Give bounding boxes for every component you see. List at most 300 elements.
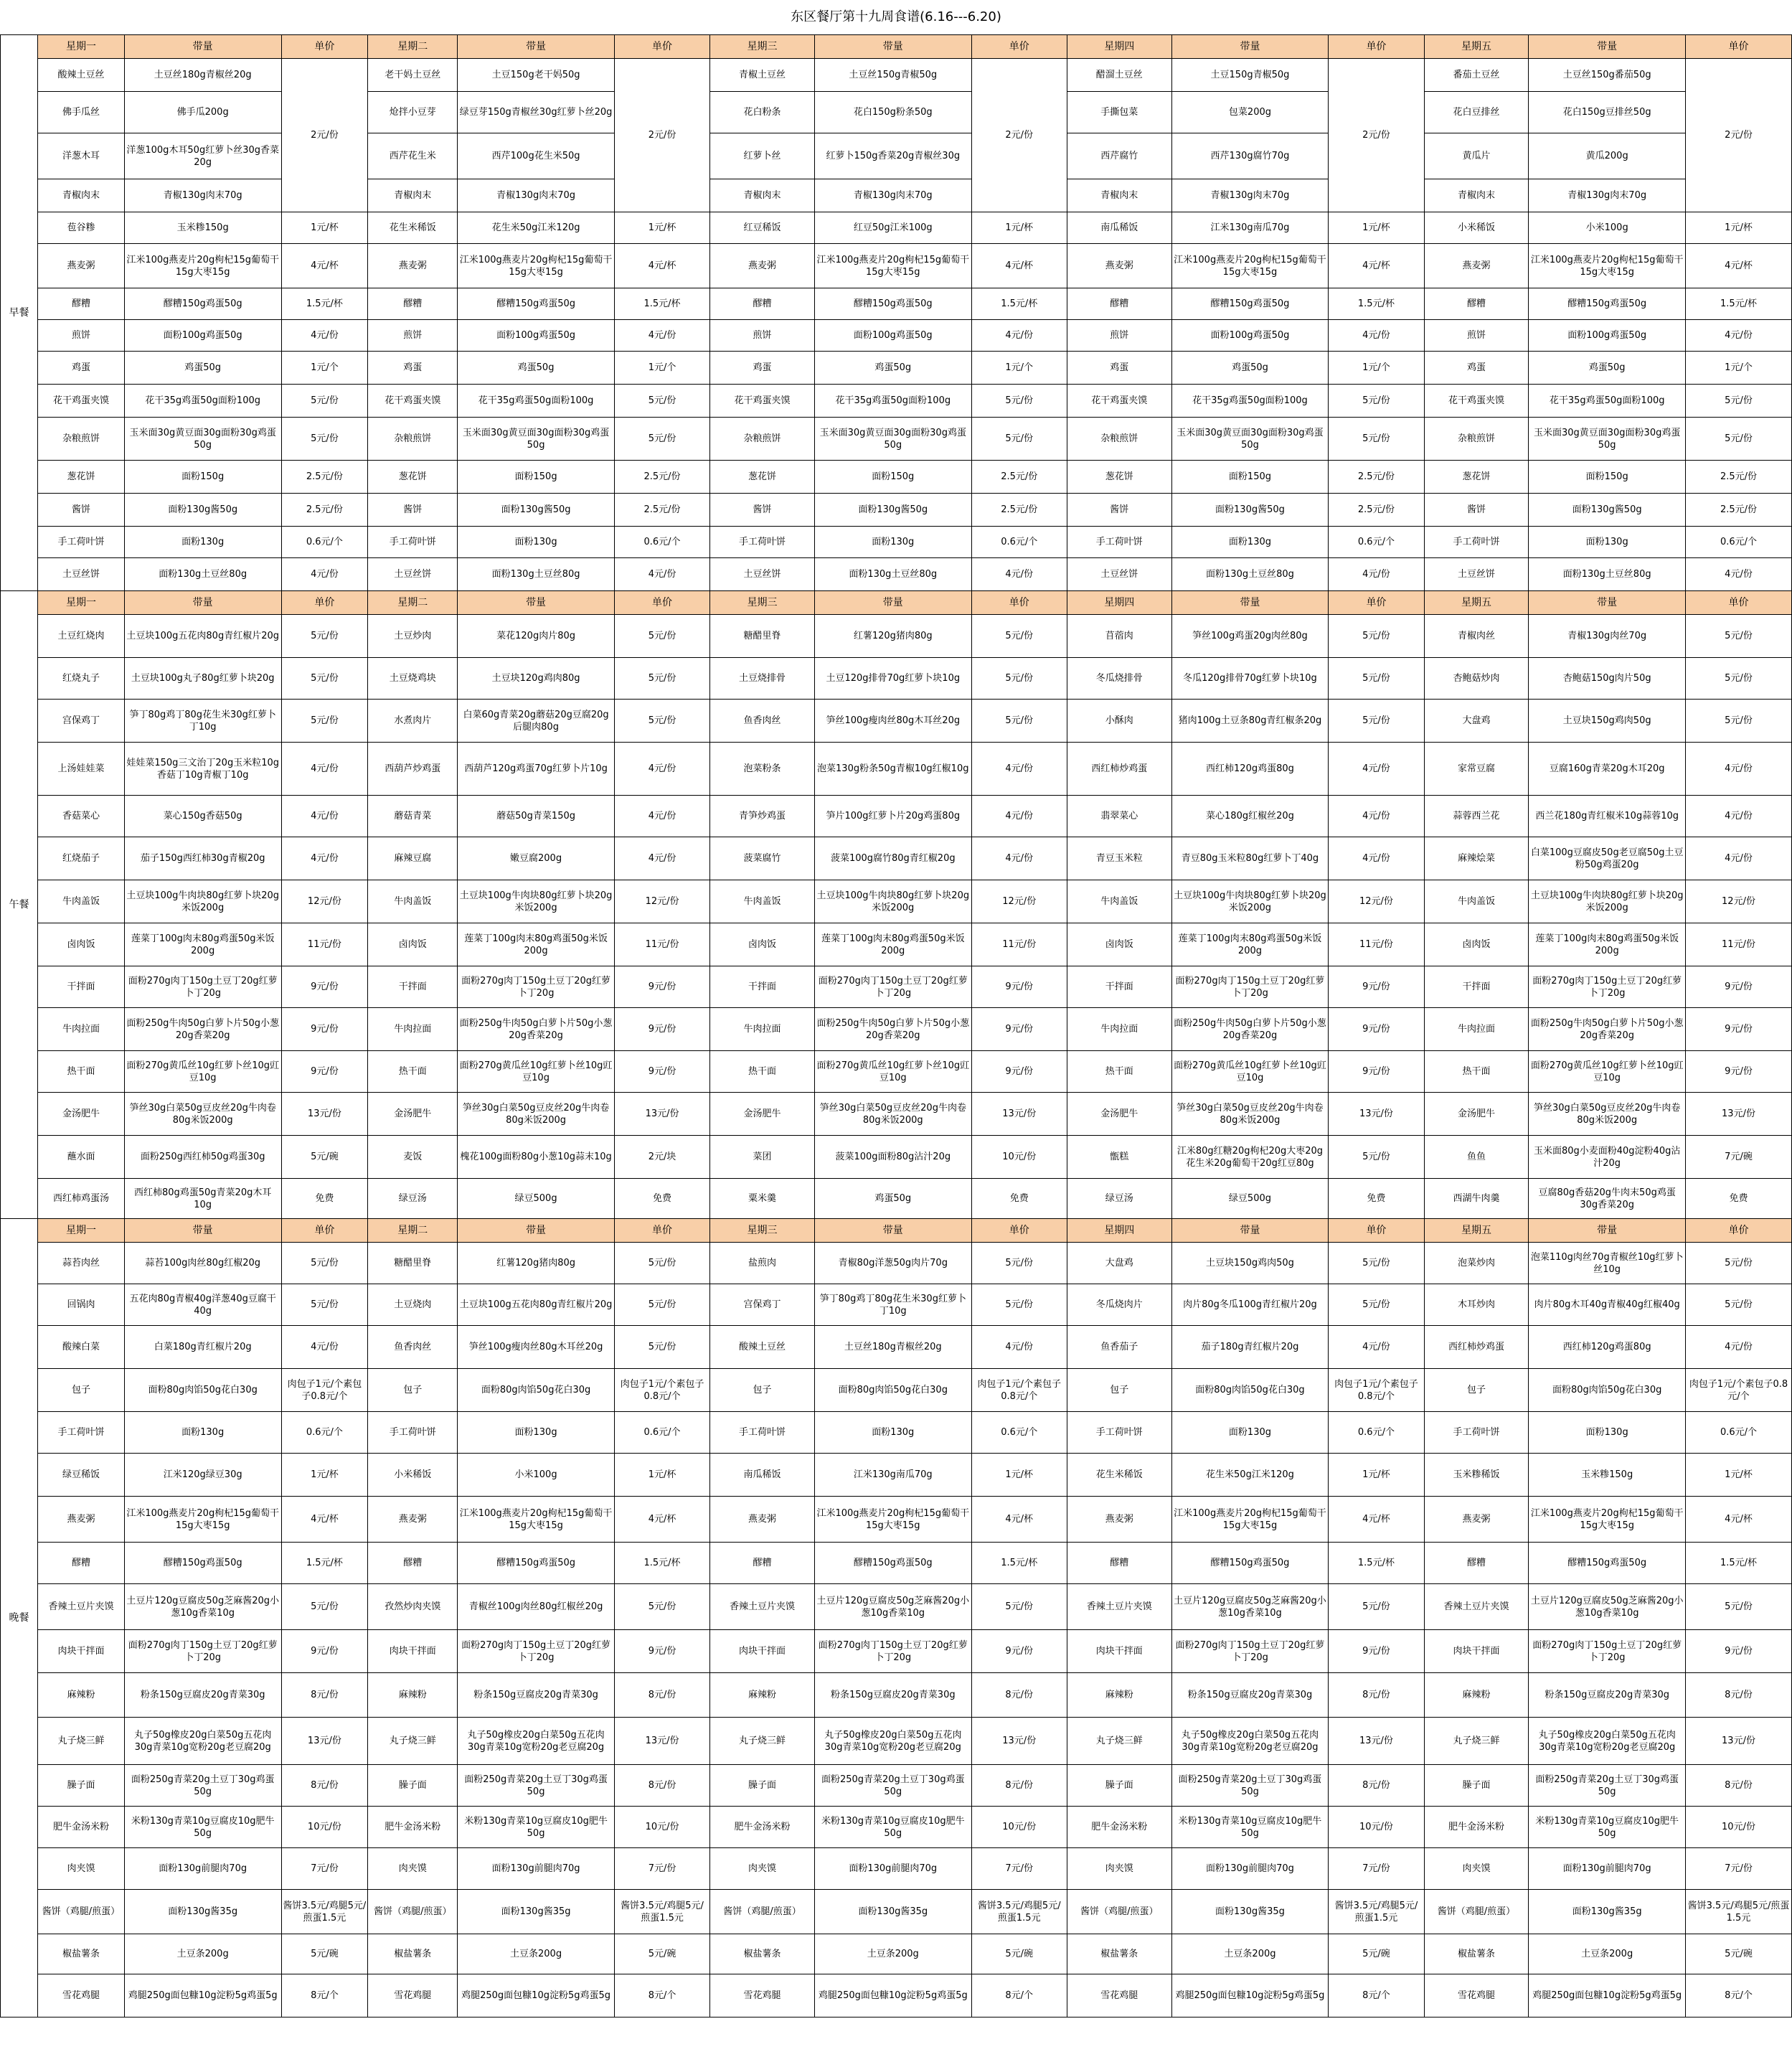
dish-amount: 包菜200g: [1171, 92, 1329, 133]
amount-header: 带量: [124, 35, 281, 59]
dish-amount: 土豆块100g牛肉块80g红萝卜块20g米饭200g: [1529, 880, 1686, 923]
dish-amount: 花干35g鸡蛋50g面粉100g: [124, 385, 281, 418]
dish-amount: 面粉130g: [458, 1412, 615, 1454]
dish-name: 手工荷叶饼: [38, 527, 125, 558]
dish-name: 醪糟: [1067, 288, 1171, 320]
dish-name: 牛肉盖饭: [38, 880, 125, 923]
dish-amount: 花干35g鸡蛋50g面粉100g: [1171, 385, 1329, 418]
dish-price: 0.6元/个: [614, 1412, 709, 1454]
dish-price: 10元/份: [614, 1807, 709, 1848]
dish-price: 酱饼3.5元/鸡腿5元/煎蛋1.5元: [1329, 1890, 1424, 1934]
dish-price: 10元/份: [1329, 1807, 1424, 1848]
dish-price: 1元/杯: [614, 212, 709, 244]
dish-amount: 茄子180g青红椒片20g: [1171, 1326, 1329, 1369]
dish-amount: 面粉270g黄瓜丝10g红萝卜丝10g豇豆10g: [124, 1051, 281, 1093]
dish-name: 绿豆汤: [368, 1179, 458, 1219]
dish-amount: 面粉80g肉馅50g花白30g: [1171, 1369, 1329, 1412]
amount-header: 带量: [1171, 1219, 1329, 1243]
dish-name: 鱼香茄子: [1067, 1326, 1171, 1369]
dish-name: 花干鸡蛋夹馍: [1067, 385, 1171, 418]
dish-amount: 醪糟150g鸡蛋50g: [458, 1543, 615, 1584]
dish-name: 肉夹馍: [1424, 1848, 1529, 1890]
dish-name: 手工荷叶饼: [710, 527, 815, 558]
table-row: [1, 352, 1792, 385]
dish-price: 免费: [1329, 1179, 1424, 1219]
dish-price: 5元/份: [1686, 1284, 1792, 1326]
dish-amount: 鸡腿250g面包糠10g淀粉5g鸡蛋5g: [124, 1974, 281, 2017]
dish-name: 干拌面: [1067, 966, 1171, 1008]
day-header: 星期二: [368, 1219, 458, 1243]
dish-name: 上汤娃娃菜: [38, 743, 125, 796]
day-header: 星期四: [1067, 1219, 1171, 1243]
dish-price: 4元/份: [1329, 796, 1424, 837]
dish-amount: 青椒130g肉丝70g: [1529, 615, 1686, 658]
table-row: [1, 1584, 1792, 1630]
table-row: [1, 1093, 1792, 1136]
dish-amount: 莲菜丁100g肉末80g鸡蛋50g米饭200g: [458, 923, 615, 966]
dish-price: 2元/份: [971, 59, 1067, 212]
dish-amount: 面粉270g肉丁150g土豆丁20g红萝卜丁20g: [124, 966, 281, 1008]
table-row: [1, 59, 1792, 92]
dish-amount: 槐花100g面粉80g小葱10g蒜末10g: [458, 1136, 615, 1179]
table-row: [1, 1051, 1792, 1093]
dish-amount: 面粉80g肉馅50g花白30g: [124, 1369, 281, 1412]
dish-amount: 土豆片120g豆腐皮50g芝麻酱20g小葱10g香菜10g: [124, 1584, 281, 1630]
dish-name: 干拌面: [368, 966, 458, 1008]
dish-amount: 面粉100g鸡蛋50g: [458, 320, 615, 352]
dish-name: 手工荷叶饼: [1424, 527, 1529, 558]
dish-amount: 西芹130g腐竹70g: [1171, 133, 1329, 179]
dish-name: 酱饼（鸡腿/煎蛋）: [368, 1890, 458, 1934]
dish-name: 水煮肉片: [368, 700, 458, 743]
dish-name: 干拌面: [38, 966, 125, 1008]
dish-price: 5元/份: [281, 418, 368, 461]
dish-name: 醪糟: [710, 1543, 815, 1584]
dish-price: 2.5元/份: [1686, 494, 1792, 527]
dish-amount: 花干35g鸡蛋50g面粉100g: [1529, 385, 1686, 418]
dish-amount: 粉条150g豆腐皮20g青菜30g: [124, 1673, 281, 1718]
dish-amount: 面粉130g土豆丝80g: [124, 558, 281, 591]
dish-amount: 醪糟150g鸡蛋50g: [124, 288, 281, 320]
dish-price: 4元/份: [281, 558, 368, 591]
dish-name: 香辣土豆片夹馍: [38, 1584, 125, 1630]
dish-amount: 菜花120g肉片80g: [458, 615, 615, 658]
table-row: [1, 558, 1792, 591]
table-row: [1, 743, 1792, 796]
dish-amount: 江米100g燕麦片20g枸杞15g葡萄干15g大枣15g: [814, 1497, 971, 1543]
dish-name: 肉块干拌面: [1424, 1630, 1529, 1673]
day-header: 星期一: [38, 1219, 125, 1243]
day-header: 星期三: [710, 1219, 815, 1243]
dish-amount: 米粉130g青菜10g豆腐皮10g肥牛50g: [1171, 1807, 1329, 1848]
dish-name: 卤肉饭: [1424, 923, 1529, 966]
dish-name: 燕麦粥: [1067, 1497, 1171, 1543]
dish-amount: 面粉130g酱35g: [1529, 1890, 1686, 1934]
dish-amount: 面粉80g肉馅50g花白30g: [814, 1369, 971, 1412]
dish-amount: 面粉150g: [814, 461, 971, 494]
dish-name: 糖醋里脊: [368, 1243, 458, 1284]
dish-price: 5元/份: [1329, 1243, 1424, 1284]
dish-price: 5元/碗: [281, 1136, 368, 1179]
dish-amount: 面粉250g西红柿50g鸡蛋30g: [124, 1136, 281, 1179]
dish-amount: 玉米糁150g: [1529, 1454, 1686, 1497]
dish-name: 牛肉盖饭: [368, 880, 458, 923]
dish-price: 9元/份: [614, 1630, 709, 1673]
dish-amount: 蒜苔100g肉丝80g红椒20g: [124, 1243, 281, 1284]
dish-amount: 醪糟150g鸡蛋50g: [1529, 1543, 1686, 1584]
dish-price: 0.6元/个: [281, 1412, 368, 1454]
dish-name: 醪糟: [1067, 1543, 1171, 1584]
dish-amount: 红薯120g猪肉80g: [814, 615, 971, 658]
dish-amount: 面粉130g酱50g: [1171, 494, 1329, 527]
dish-price: 12元/份: [614, 880, 709, 923]
table-row: [1, 1497, 1792, 1543]
dish-price: 2.5元/份: [971, 461, 1067, 494]
dish-amount: 泡菜110g肉丝70g青椒丝10g红萝卜丝10g: [1529, 1243, 1686, 1284]
dish-name: 土豆丝饼: [710, 558, 815, 591]
dish-amount: 面粉130g: [814, 1412, 971, 1454]
dish-amount: 杏鲍菇150g肉片50g: [1529, 658, 1686, 700]
amount-header: 带量: [814, 35, 971, 59]
dish-name: 西葫芦炒鸡蛋: [368, 743, 458, 796]
table-row: [1, 1136, 1792, 1179]
dish-price: 免费: [1686, 1179, 1792, 1219]
dish-amount: 面粉100g鸡蛋50g: [814, 320, 971, 352]
table-row: [1, 1630, 1792, 1673]
day-header: 星期一: [38, 591, 125, 615]
dish-amount: 面粉250g青菜20g土豆丁30g鸡蛋50g: [814, 1765, 971, 1807]
dish-name: 酱饼（鸡腿/煎蛋）: [1424, 1890, 1529, 1934]
dish-amount: 面粉130g: [1171, 1412, 1329, 1454]
dish-name: 酱饼（鸡腿/煎蛋）: [38, 1890, 125, 1934]
dish-name: 杂粮煎饼: [38, 418, 125, 461]
dish-price: 9元/份: [1686, 1008, 1792, 1051]
dish-amount: 面粉250g牛肉50g白萝卜片50g小葱20g香菜20g: [458, 1008, 615, 1051]
dish-price: 5元/份: [1329, 418, 1424, 461]
dish-amount: 丸子50g橡皮20g白菜50g五花肉30g青菜10g宽粉20g老豆腐20g: [124, 1718, 281, 1765]
dish-price: 9元/份: [1329, 1051, 1424, 1093]
day-header: 星期五: [1424, 591, 1529, 615]
table-row: [1, 133, 1792, 179]
dish-price: 13元/份: [281, 1718, 368, 1765]
dish-price: 0.6元/个: [1686, 527, 1792, 558]
dish-price: 10元/份: [971, 1807, 1067, 1848]
dish-price: 5元/份: [1329, 615, 1424, 658]
table-row: [1, 1765, 1792, 1807]
dish-price: 8元/个: [971, 1974, 1067, 2017]
dish-amount: 丸子50g橡皮20g白菜50g五花肉30g青菜10g宽粉20g老豆腐20g: [1529, 1718, 1686, 1765]
dish-name: 肉块干拌面: [368, 1630, 458, 1673]
dish-amount: 红豆50g江米100g: [814, 212, 971, 244]
dish-amount: 土豆片120g豆腐皮50g芝麻酱20g小葱10g香菜10g: [1171, 1584, 1329, 1630]
dish-name: 花干鸡蛋夹馍: [38, 385, 125, 418]
dish-name: 麻辣粉: [38, 1673, 125, 1718]
dish-amount: 面粉270g肉丁150g土豆丁20g红萝卜丁20g: [1529, 1630, 1686, 1673]
dish-amount: 绿豆芽150g青椒丝30g红萝卜丝20g: [458, 92, 615, 133]
dish-amount: 笋丁80g鸡丁80g花生米30g红萝卜丁10g: [124, 700, 281, 743]
dish-name: 牛肉拉面: [710, 1008, 815, 1051]
dish-amount: 米粉130g青菜10g豆腐皮10g肥牛50g: [458, 1807, 615, 1848]
table-row: [1, 1848, 1792, 1890]
dish-price: 2.5元/份: [281, 461, 368, 494]
dish-amount: 土豆块150g鸡肉50g: [1171, 1243, 1329, 1284]
dish-price: 5元/份: [971, 1284, 1067, 1326]
dish-price: 肉包子1元/个素包子0.8元/个: [614, 1369, 709, 1412]
dish-price: 5元/份: [1329, 700, 1424, 743]
dish-price: 2.5元/份: [1686, 461, 1792, 494]
dish-amount: 菜心180g红椒丝20g: [1171, 796, 1329, 837]
dish-price: 8元/份: [971, 1765, 1067, 1807]
dish-name: 雪花鸡腿: [1067, 1974, 1171, 2017]
dish-price: 13元/份: [971, 1718, 1067, 1765]
dish-name: 杂粮煎饼: [1424, 418, 1529, 461]
amount-header: 带量: [1171, 35, 1329, 59]
dish-name: 燕麦粥: [1424, 1497, 1529, 1543]
dish-price: 1.5元/杯: [1329, 288, 1424, 320]
dish-name: 醋溜土豆丝: [1067, 59, 1171, 92]
dish-amount: 土豆块150g鸡肉50g: [1529, 700, 1686, 743]
dish-name: 绿豆稀饭: [38, 1454, 125, 1497]
dish-price: 4元/份: [281, 796, 368, 837]
dish-price: 1元/杯: [1686, 1454, 1792, 1497]
dish-name: 酸辣白菜: [38, 1326, 125, 1369]
dish-name: 肥牛金汤米粉: [368, 1807, 458, 1848]
dish-amount: 醪糟150g鸡蛋50g: [124, 1543, 281, 1584]
dish-name: 雪花鸡腿: [38, 1974, 125, 2017]
dish-name: 牛肉拉面: [368, 1008, 458, 1051]
dish-amount: 江米80g红糖20g枸杞20g大枣20g花生米20g葡萄干20g红豆80g: [1171, 1136, 1329, 1179]
meal-label: 早餐: [1, 35, 38, 591]
dish-name: 小米稀饭: [368, 1454, 458, 1497]
dish-name: 肉块干拌面: [38, 1630, 125, 1673]
table-row: [1, 1890, 1792, 1934]
dish-name: 雪花鸡腿: [710, 1974, 815, 2017]
dish-name: 煎饼: [1067, 320, 1171, 352]
dish-price: 5元/份: [281, 1284, 368, 1326]
dish-price: 9元/份: [281, 1008, 368, 1051]
dish-name: 青椒肉末: [1067, 179, 1171, 212]
dish-name: 手撕包菜: [1067, 92, 1171, 133]
dish-name: 燕麦粥: [1424, 244, 1529, 288]
dish-amount: 面粉150g: [1171, 461, 1329, 494]
dish-name: 蒜蓉西兰花: [1424, 796, 1529, 837]
dish-amount: 土豆150g老干妈50g: [458, 59, 615, 92]
dish-name: 大盘鸡: [1067, 1243, 1171, 1284]
dish-price: 5元/份: [1686, 700, 1792, 743]
dish-amount: 土豆条200g: [1171, 1934, 1329, 1974]
dish-amount: 笋丝30g白菜50g豆皮丝20g牛肉卷80g米饭200g: [814, 1093, 971, 1136]
dish-name: 青椒肉末: [368, 179, 458, 212]
dish-amount: 蘑菇50g青菜150g: [458, 796, 615, 837]
dish-price: 9元/份: [614, 1008, 709, 1051]
dish-price: 1元/个: [1686, 352, 1792, 385]
dish-name: 牛肉盖饭: [1424, 880, 1529, 923]
day-header: 星期一: [38, 35, 125, 59]
dish-name: 金汤肥牛: [368, 1093, 458, 1136]
dish-price: 免费: [614, 1179, 709, 1219]
dish-price: 酱饼3.5元/鸡腿5元/煎蛋1.5元: [281, 1890, 368, 1934]
dish-amount: 土豆条200g: [458, 1934, 615, 1974]
dish-price: 2.5元/份: [1329, 494, 1424, 527]
dish-amount: 江米100g燕麦片20g枸杞15g葡萄干15g大枣15g: [1529, 1497, 1686, 1543]
dish-price: 1元/个: [614, 352, 709, 385]
dish-price: 1.5元/杯: [614, 288, 709, 320]
dish-name: 青笋炒鸡蛋: [710, 796, 815, 837]
dish-name: 土豆烧鸡块: [368, 658, 458, 700]
dish-price: 4元/份: [281, 743, 368, 796]
dish-price: 1元/杯: [1686, 212, 1792, 244]
amount-header: 带量: [1529, 35, 1686, 59]
dish-name: 冬瓜烧排骨: [1067, 658, 1171, 700]
dish-name: 丸子烧三鲜: [1067, 1718, 1171, 1765]
dish-price: 8元/个: [1329, 1974, 1424, 2017]
dish-price: 4元/份: [971, 837, 1067, 880]
price-header: 单价: [614, 35, 709, 59]
dish-name: 香菇菜心: [38, 796, 125, 837]
dish-amount: 面粉150g: [124, 461, 281, 494]
dish-amount: 粉条150g豆腐皮20g青菜30g: [458, 1673, 615, 1718]
dish-price: 5元/份: [1686, 418, 1792, 461]
dish-name: 醪糟: [710, 288, 815, 320]
dish-price: 5元/份: [614, 1584, 709, 1630]
dish-name: 葱花饼: [368, 461, 458, 494]
dish-price: 4元/份: [971, 320, 1067, 352]
dish-name: 牛肉拉面: [1067, 1008, 1171, 1051]
table-row: [1, 1543, 1792, 1584]
day-header-row: [1, 591, 1792, 615]
price-header: 单价: [1329, 1219, 1424, 1243]
day-header-row: [1, 1219, 1792, 1243]
dish-amount: 土豆120g排骨70g红萝卜块10g: [814, 658, 971, 700]
dish-name: 杂粮煎饼: [368, 418, 458, 461]
dish-amount: 江米100g燕麦片20g枸杞15g葡萄干15g大枣15g: [124, 1497, 281, 1543]
dish-name: 杂粮煎饼: [1067, 418, 1171, 461]
dish-price: 13元/份: [614, 1093, 709, 1136]
dish-name: 椒盐薯条: [38, 1934, 125, 1974]
dish-price: 8元/份: [281, 1765, 368, 1807]
dish-name: 家常豆腐: [1424, 743, 1529, 796]
dish-amount: 笋丝30g白菜50g豆皮丝20g牛肉卷80g米饭200g: [458, 1093, 615, 1136]
dish-amount: 花干35g鸡蛋50g面粉100g: [814, 385, 971, 418]
dish-price: 9元/份: [971, 1051, 1067, 1093]
dish-price: 2元/块: [614, 1136, 709, 1179]
dish-name: 酱饼: [710, 494, 815, 527]
dish-name: 燕麦粥: [1067, 244, 1171, 288]
dish-name: 鸡蛋: [1424, 352, 1529, 385]
table-row: [1, 320, 1792, 352]
dish-name: 干拌面: [710, 966, 815, 1008]
dish-name: 土豆烧肉: [368, 1284, 458, 1326]
dish-amount: 醪糟150g鸡蛋50g: [1529, 288, 1686, 320]
day-header: 星期五: [1424, 35, 1529, 59]
price-header: 单价: [1686, 591, 1792, 615]
dish-amount: 面粉130g土豆丝80g: [1529, 558, 1686, 591]
dish-name: 西湖牛肉羹: [1424, 1179, 1529, 1219]
dish-name: 麻辣豆腐: [368, 837, 458, 880]
dish-amount: 面粉130g: [1529, 1412, 1686, 1454]
page-title: 东区餐厅第十九周食谱(6.16---6.20): [791, 9, 1001, 24]
dish-name: 醪糟: [1424, 288, 1529, 320]
dish-amount: 江米120g绿豆30g: [124, 1454, 281, 1497]
amount-header: 带量: [124, 591, 281, 615]
dish-amount: 面粉270g肉丁150g土豆丁20g红萝卜丁20g: [124, 1630, 281, 1673]
dish-amount: 玉米面30g黄豆面30g面粉30g鸡蛋50g: [1171, 418, 1329, 461]
dish-amount: 面粉250g牛肉50g白萝卜片50g小葱20g香菜20g: [1171, 1008, 1329, 1051]
dish-price: 4元/份: [1329, 837, 1424, 880]
dish-name: 麻辣粉: [710, 1673, 815, 1718]
dish-name: 葱花饼: [710, 461, 815, 494]
dish-price: 5元/份: [614, 385, 709, 418]
dish-amount: 鸡腿250g面包糠10g淀粉5g鸡蛋5g: [1171, 1974, 1329, 2017]
dish-name: 黄瓜片: [1424, 133, 1529, 179]
dish-amount: 面粉130g土豆丝80g: [458, 558, 615, 591]
price-header: 单价: [971, 1219, 1067, 1243]
dish-amount: 土豆块100g五花肉80g青红椒片20g: [458, 1284, 615, 1326]
dish-amount: 西兰花180g青红椒米10g蒜蓉10g: [1529, 796, 1686, 837]
dish-name: 苜蓿肉: [1067, 615, 1171, 658]
dish-price: 10元/份: [971, 1136, 1067, 1179]
dish-price: 4元/杯: [281, 244, 368, 288]
amount-header: 带量: [1529, 1219, 1686, 1243]
dish-price: 8元/份: [1686, 1765, 1792, 1807]
dish-price: 4元/份: [971, 743, 1067, 796]
dish-price: 5元/份: [614, 615, 709, 658]
dish-amount: 粉条150g豆腐皮20g青菜30g: [1529, 1673, 1686, 1718]
dish-amount: 笋丝100g鸡蛋20g肉丝80g: [1171, 615, 1329, 658]
dish-price: 1元/杯: [971, 1454, 1067, 1497]
dish-amount: 面粉130g前腿肉70g: [1171, 1848, 1329, 1890]
dish-name: 酱饼: [1424, 494, 1529, 527]
dish-price: 8元/份: [1329, 1673, 1424, 1718]
dish-price: 1元/杯: [1329, 1454, 1424, 1497]
dish-amount: 土豆150g青椒50g: [1171, 59, 1329, 92]
dish-price: 5元/份: [1686, 1584, 1792, 1630]
dish-amount: 醪糟150g鸡蛋50g: [1171, 1543, 1329, 1584]
dish-name: 肥牛金汤米粉: [1067, 1807, 1171, 1848]
dish-amount: 面粉250g牛肉50g白萝卜片50g小葱20g香菜20g: [1529, 1008, 1686, 1051]
dish-name: 鱼香肉丝: [368, 1326, 458, 1369]
table-row: [1, 1718, 1792, 1765]
dish-name: 炝拌小豆芽: [368, 92, 458, 133]
day-header: 星期五: [1424, 1219, 1529, 1243]
dish-name: 翡翠菜心: [1067, 796, 1171, 837]
dish-price: 2.5元/份: [971, 494, 1067, 527]
dish-price: 9元/份: [1329, 1630, 1424, 1673]
dish-amount: 粉条150g豆腐皮20g青菜30g: [814, 1673, 971, 1718]
dish-price: 9元/份: [1329, 1008, 1424, 1051]
dish-price: 10元/份: [281, 1807, 368, 1848]
dish-amount: 豆腐160g青菜20g木耳20g: [1529, 743, 1686, 796]
dish-price: 5元/份: [281, 1584, 368, 1630]
dish-name: 干拌面: [1424, 966, 1529, 1008]
dish-amount: 鸡蛋50g: [814, 352, 971, 385]
dish-price: 5元/份: [614, 700, 709, 743]
amount-header: 带量: [1171, 591, 1329, 615]
dish-name: 酸辣土豆丝: [38, 59, 125, 92]
dish-price: 5元/份: [1686, 1243, 1792, 1284]
dish-price: 4元/份: [614, 796, 709, 837]
dish-amount: 红萝卜150g香菜20g青椒丝30g: [814, 133, 971, 179]
dish-amount: 青椒130g肉末70g: [1171, 179, 1329, 212]
dish-name: 金汤肥牛: [710, 1093, 815, 1136]
dish-amount: 小米100g: [1529, 212, 1686, 244]
dish-amount: 土豆丝180g青椒丝20g: [814, 1326, 971, 1369]
dish-price: 4元/份: [1329, 558, 1424, 591]
dish-amount: 莲菜丁100g肉末80g鸡蛋50g米饭200g: [814, 923, 971, 966]
price-header: 单价: [614, 1219, 709, 1243]
dish-price: 4元/份: [614, 558, 709, 591]
dish-name: 葱花饼: [1067, 461, 1171, 494]
